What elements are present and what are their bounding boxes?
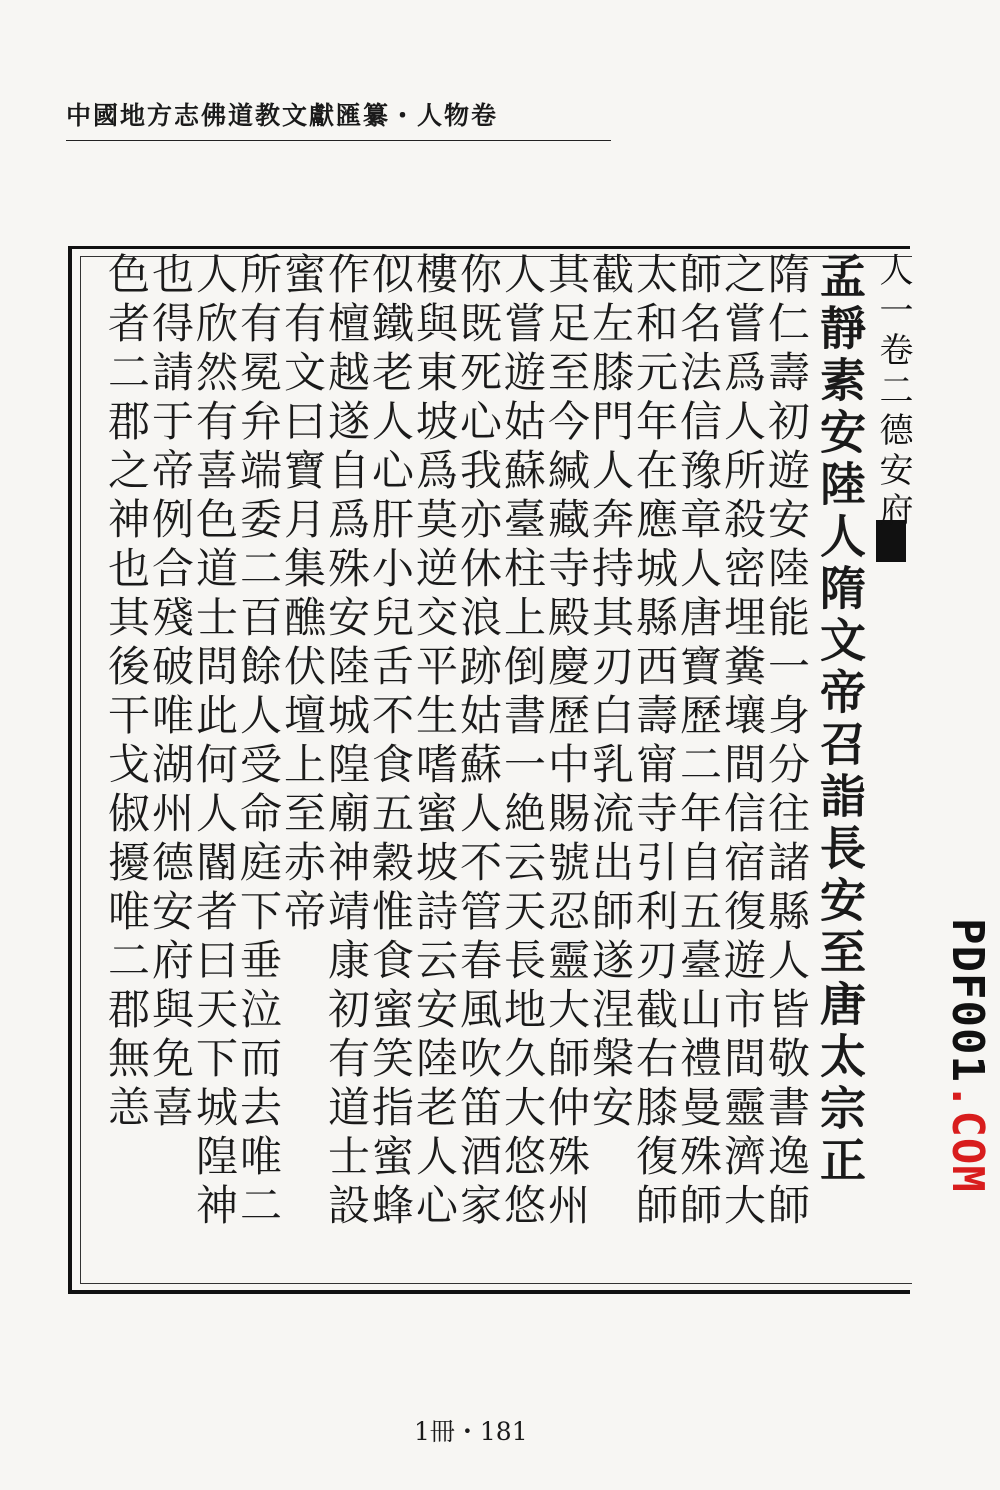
text-column-9: 你既死心我亦休浪跡姑蘇人不管春風吹笛酒家 [454, 252, 503, 1232]
text-column-8: 人嘗遊姑蘇臺柱上倒書一絶云天長地久大悠悠 [498, 252, 547, 1232]
text-column-3: 之嘗爲人所殺密埋糞壤間信宿復遊市間靈濟大 [718, 252, 767, 1232]
text-column-10: 樓與東坡爲莫逆交平生嗜蜜坡詩云安陸老人心 [410, 252, 459, 1232]
text-column-17: 色者二郡之神也其後干戈俶擾唯二郡無恙 [102, 252, 151, 1134]
watermark-part-1: PDF001 [942, 918, 993, 1083]
text-column-12: 作檀越遂自爲殊安陸城隍廟神靖康初有道士設 [322, 252, 371, 1232]
text-column-5: 太和元年在應城縣西壽甯寺引利刃截右膝復師 [630, 252, 679, 1232]
margin-column: 人一卷二德安府 [873, 252, 913, 532]
text-column-7: 其足至今緘藏寺殿慶歷中賜號忍靈大師仲殊州 [542, 252, 591, 1232]
header-rule [66, 140, 611, 141]
watermark-part-2: .COM [942, 1082, 993, 1193]
text-column-4: 師名法信豫章人唐寶歷二年自五臺山禮曼殊師 [674, 252, 723, 1232]
text-column-16: 也得請于帝例合殘破唯湖州德安府與免喜 [146, 252, 195, 1134]
page-header-title: 中國地方志佛道教文獻匯纂・人物卷 [66, 101, 499, 130]
page-number: 1冊・181 [414, 1417, 528, 1446]
text-column-2: 隋仁壽初遊安陸能一身分往諸縣人皆敬書逸師 [762, 252, 811, 1232]
text-column-13: 蜜有文曰寶月集醮伏壇上至赤帝 [278, 252, 327, 938]
watermark [942, 918, 993, 1193]
text-column-15: 人欣然有喜色道士問此何人閽者曰天下城隍神 [190, 252, 239, 1232]
text-column-6: 截左膝門人奔持其刃白乳流出師遂涅槃安 [586, 252, 635, 1134]
text-column-11: 似鐵老人心肝小兒舌不食五穀惟食蜜笑指蜜蜂 [366, 252, 415, 1232]
text-column-14: 所有冕弁端委二百餘人受命庭下垂泣而去唯二 [234, 252, 283, 1232]
text-column-1: 孟靜素安陸人隋文帝召詣長安至唐太宗正 [813, 252, 867, 1188]
